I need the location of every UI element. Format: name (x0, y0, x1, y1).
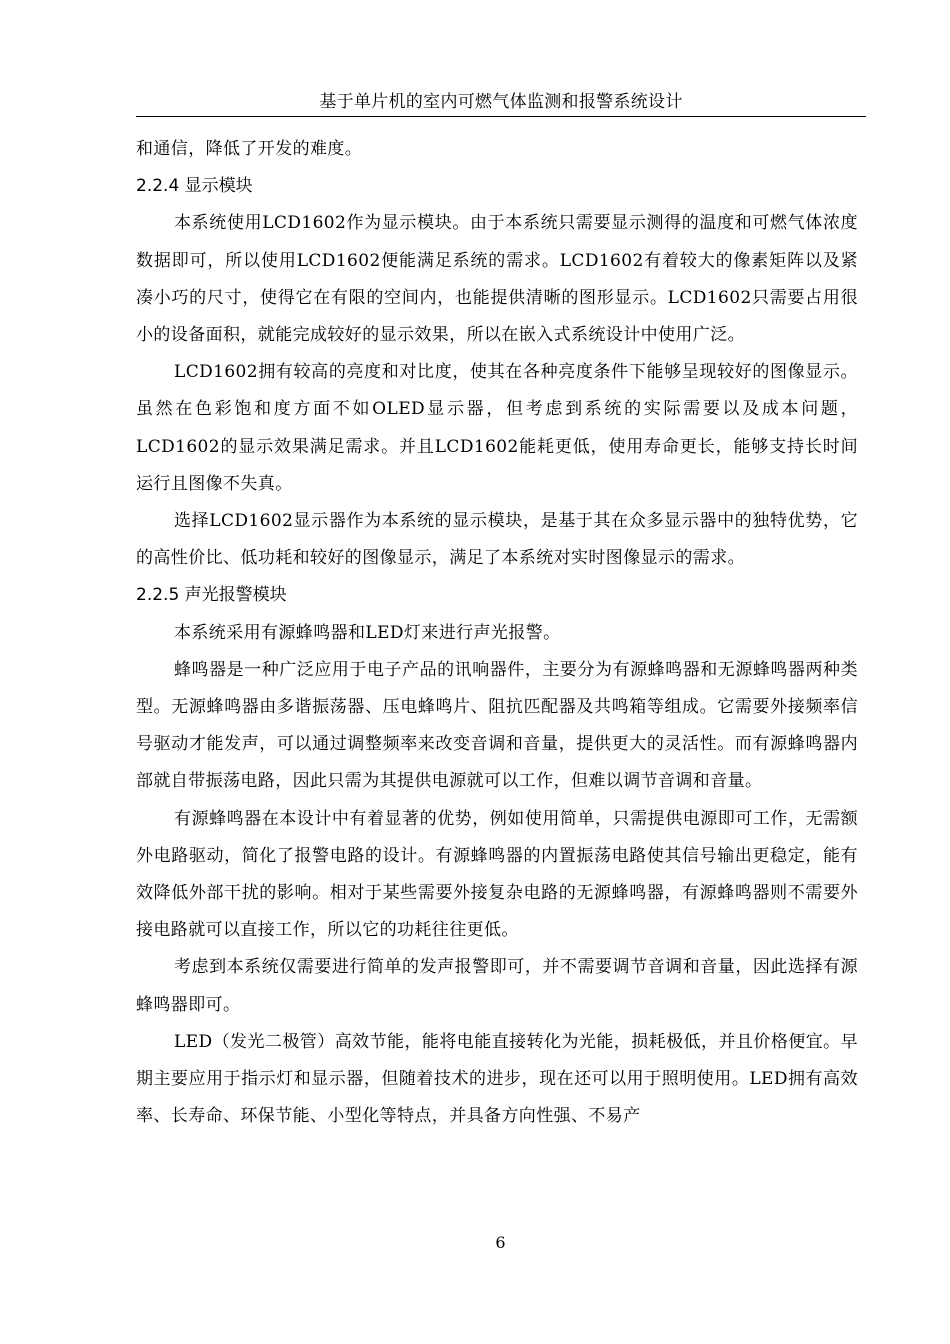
page-header (136, 90, 866, 117)
paragraph-lcd-brightness: LCD1602拥有较高的亮度和对比度，使其在各种亮度条件下能够呈现较好的图像显示。虽然在色彩饱和度方面不如OLED显示器，但考虑到系统的实际需要以及成本问题，LCD1602的显示效果满足需求。并且LCD1602能耗更低，使用寿命更长，能够支持长时间运行且图像不失真。 (136, 362, 858, 494)
paragraph-lcd-choice: 选择LCD1602显示器作为本系统的显示模块，是基于其在众多显示器中的独特优势，它的高性价比、低功耗和较好的图像显示，满足了本系统对实时图像显示的需求。 (136, 511, 858, 569)
section-heading-display-module: 2.2.4 显示模块 (136, 176, 253, 197)
paragraph-buzzer-types: 蜂鸣器是一种广泛应用于电子产品的讯响器件，主要分为有源蜂鸣器和无源蜂鸣器两种类型。无源蜂鸣器由多谐振荡器、压电蜂鸣片、阻抗匹配器及共鸣箱等组成。它需要外接频率信号驱动才能发声，可以通过调整频率来改变音调和音量，提供更大的灵活性。而有源蜂鸣器内部就自带振荡电路，因此只需为其提供电源就可以工作，但难以调节音调和音量。 (136, 659, 858, 792)
page-number: 6 (495, 1233, 506, 1252)
paragraph-continuation: 和通信，降低了开发的难度。 (136, 139, 363, 159)
paragraph-lcd-intro: 本系统使用LCD1602作为显示模块。由于本系统只需要显示测得的温度和可燃气体浓度数据即可，所以使用LCD1602便能满足系统的需求。LCD1602有着较大的像素矩阵以及紧凑小巧的尺寸，使得它在有限的空间内，也能提供清晰的图形显示。LCD1602只需要占用很小的设备面积，就能完成较好的显示效果，所以在嵌入式系统设计中使用广泛。 (136, 213, 858, 346)
paragraph-buzzer-choice: 考虑到本系统仅需要进行简单的发声报警即可，并不需要调节音调和音量，因此选择有源蜂鸣器即可。 (136, 957, 858, 1015)
header-title: 基于单片机的室内可燃气体监测和报警系统设计 (319, 92, 683, 112)
body-text (136, 131, 858, 1135)
paragraph-active-buzzer-advantages: 有源蜂鸣器在本设计中有着显著的优势，例如使用简单，只需提供电源即可工作，无需额外电路驱动，简化了报警电路的设计。有源蜂鸣器的内置振荡电路使其信号输出更稳定，能有效降低外部干扰的影响。相对于某些需要外接复杂电路的无源蜂鸣器，有源蜂鸣器则不需要外接电路就可以直接工作，所以它的功耗往往更低。 (136, 808, 858, 941)
paragraph-led: LED（发光二极管）高效节能，能将电能直接转化为光能，损耗极低，并且价格便宜。早期主要应用于指示灯和显示器，但随着技术的进步，现在还可以用于照明使用。LED拥有高效率、长寿命、环保节能、小型化等特点，并具备方向性强、不易产 (136, 1031, 858, 1127)
paragraph-alarm-intro: 本系统采用有源蜂鸣器和LED灯来进行声光报警。 (174, 622, 561, 643)
section-heading-alarm-module: 2.2.5 声光报警模块 (136, 585, 287, 606)
